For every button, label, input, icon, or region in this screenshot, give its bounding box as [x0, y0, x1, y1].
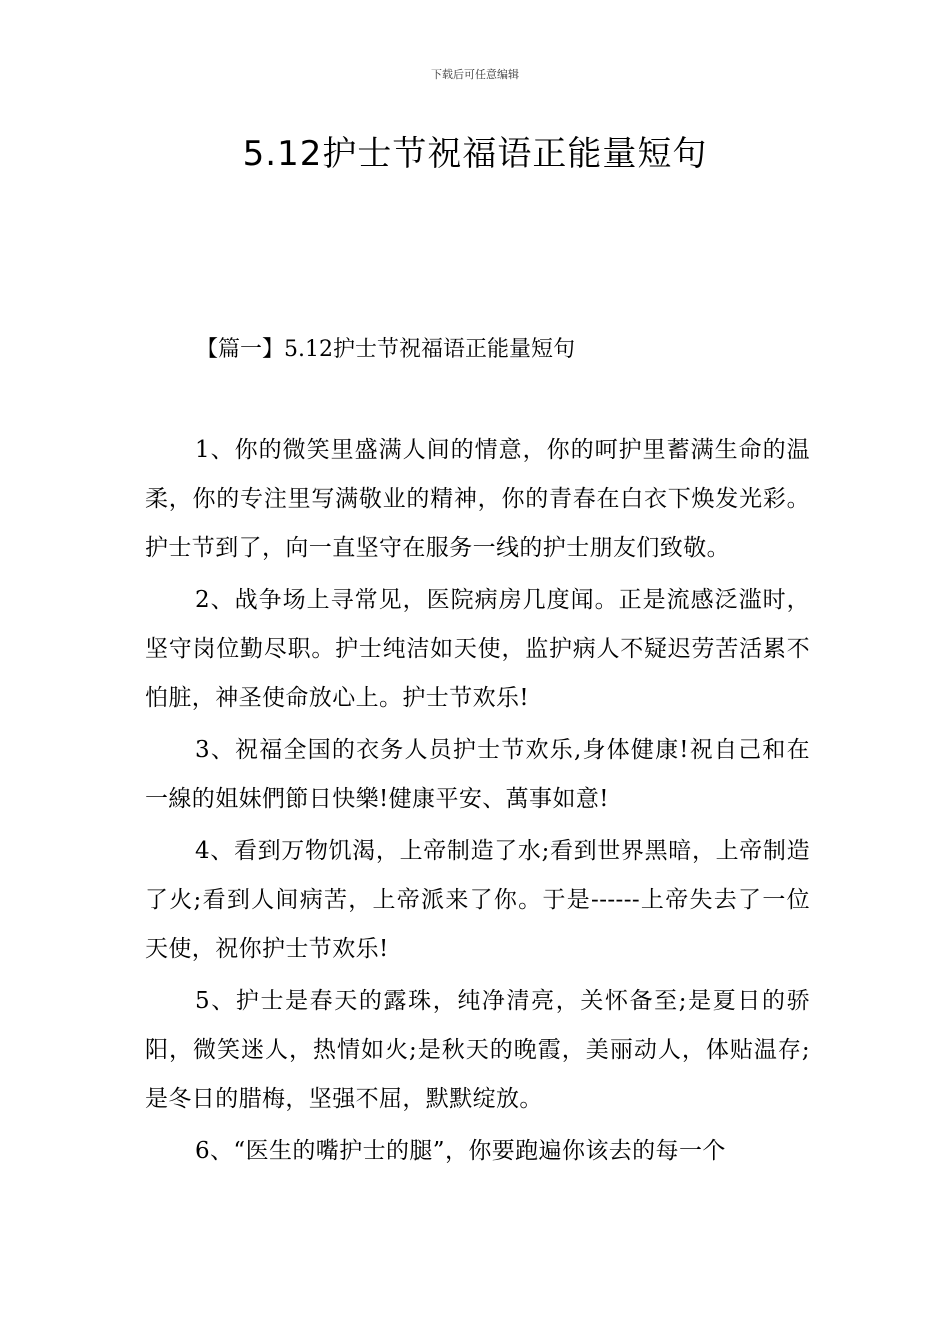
paragraph-3: 3、祝福全国的衣务人员护士节欢乐,身体健康!祝自己和在一線的姐妹們節日快樂!健康平安、萬事如意! [145, 737, 810, 812]
header-note: 下载后可任意编辑 [431, 68, 519, 81]
document-title: 5.12护士节祝福语正能量短句 [242, 134, 708, 174]
paragraph-4: 4、看到万物饥渴，上帝制造了水;看到世界黑暗，上帝制造了火;看到人间病苦，上帝派来了你。于是------上帝失去了一位天使，祝你护士节欢乐! [145, 838, 810, 962]
body-text [145, 426, 810, 1179]
paragraph-5: 5、护士是春天的露珠，纯净清亮，关怀备至;是夏日的骄阳，微笑迷人，热情如火;是秋天的晚霞，美丽动人，体贴温存;是冬日的腊梅，坚强不屈，默默绽放。 [145, 988, 810, 1112]
section-heading: 【篇一】5.12护士节祝福语正能量短句 [196, 337, 575, 362]
paragraph-1: 1、你的微笑里盛满人间的情意，你的呵护里蓄满生命的温柔，你的专注里写满敬业的精神，你的青春在白衣下焕发光彩。护士节到了，向一直坚守在服务一线的护士朋友们致敬。 [145, 437, 810, 561]
paragraph-2: 2、战争场上寻常见，医院病房几度闻。正是流感泛滥时，坚守岗位勤尽职。护士纯洁如天使，监护病人不疑迟劳苦活累不怕脏，神圣使命放心上。护士节欢乐! [145, 587, 810, 711]
paragraph-6: 6、“医生的嘴护士的腿”，你要跑遍你该去的每一个 [195, 1138, 726, 1164]
